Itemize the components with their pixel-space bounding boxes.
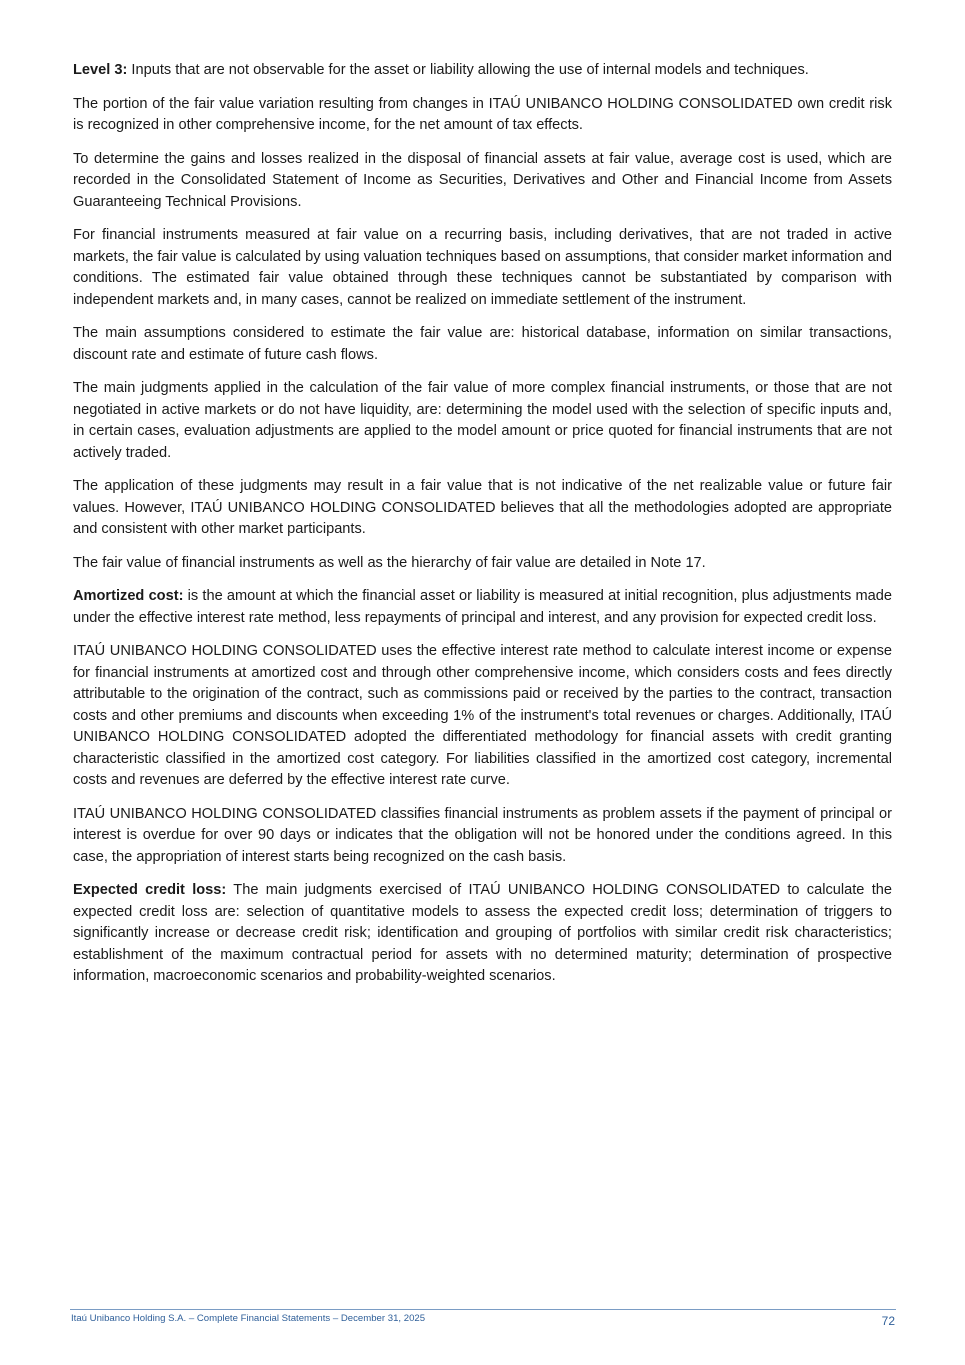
paragraph-own-credit-risk: The portion of the fair value variation resulting from changes in ITAÚ UNIBANCO HOLDING CONSOLIDATED own credit risk is recognized in other comprehensive income, for the net amount of tax effects.	[73, 95, 892, 133]
paragraph-problem-assets: ITAÚ UNIBANCO HOLDING CONSOLIDATED classifies financial instruments as problem assets if the payment of principal or interest is overdue for over 90 days or indicates that the obligation will not be honored under the conditions agreed. In this case, the appropriation of interest starts being recognized on the cash basis.	[73, 805, 892, 865]
document-body	[73, 60, 892, 1000]
paragraph-expected-credit-loss: Expected credit loss: The main judgments exercised of ITAÚ UNIBANCO HOLDING CONSOLIDATED to calculate the expected credit loss are: selection of quantitative models to assess the expected credit loss; determination of triggers to significantly increase or decrease credit risk; identification and grouping of portfolios with similar credit risk characteristics; establishment of the maximum contractual period for assets with no determined maturity; determination of prospective information, macroeconomic scenarios and probability-weighted scenarios.	[73, 882, 892, 984]
paragraph-recurring-basis: For financial instruments measured at fair value on a recurring basis, including derivatives, that are not traded in active markets, the fair value is calculated by using valuation techniques based on assumptions, that consider market information and conditions. The estimated fair value obtained through these techniques cannot be substantiated by comparison with independent markets and, in many cases, cannot be realized on immediate settlement of the instrument.	[73, 227, 892, 308]
paragraph-effective-interest: ITAÚ UNIBANCO HOLDING CONSOLIDATED uses the effective interest rate method to calculate interest income or expense for financial instruments at amortized cost and through other comprehensive income, which considers costs and fees directly attributable to the origination of the contract, such as commissions paid or received by the parties to the contract, transaction costs and other premiums and discounts when exceeding 1% of the instrument's total revenues or charges. Additionally, ITAÚ UNIBANCO HOLDING CONSOLIDATED adopted the differentiated methodology for financial assets with credit granting characteristic classified in the amortized cost category. For liabilities classified in the amortized cost category, incremental costs and revenues are deferred by the effective interest rate curve.	[73, 643, 892, 788]
paragraph-note-17: The fair value of financial instruments as well as the hierarchy of fair value are detailed in Note 17.	[73, 554, 706, 571]
paragraph-level3: Level 3: Inputs that are not observable for the asset or liability allowing the use of internal models and techniques.	[73, 62, 809, 78]
paragraph-amortized-cost: Amortized cost: is the amount at which the financial asset or liability is measured at initial recognition, plus adjustments made under the effective interest rate method, less repayments of principal and interest, and any provision for expected credit loss.	[73, 588, 892, 626]
paragraph-gains-losses: To determine the gains and losses realized in the disposal of financial assets at fair value, average cost is used, which are recorded in the Consolidated Statement of Income as Securities, Derivatives and Other and Financial Income from Assets Guaranteeing Technical Provisions.	[73, 150, 892, 210]
paragraph-main-judgments: The main judgments applied in the calculation of the fair value of more complex financial instruments, or those that are not negotiated in active markets or do not have liquidity, are: determining the model used with the selection of specific inputs and, in certain cases, evaluation adjustments are applied to the model amount or price quoted for financial instruments that are not actively traded.	[73, 380, 892, 461]
term-amortized-cost: Amortized cost:	[73, 588, 184, 604]
term-expected-credit-loss: Expected credit loss:	[73, 882, 227, 898]
page-number: 72	[881, 1314, 895, 1328]
paragraph-main-assumptions: The main assumptions considered to estimate the fair value are: historical database, information on similar transactions, discount rate and estimate of future cash flows.	[73, 325, 892, 363]
term-level3: Level 3:	[73, 62, 128, 78]
footer-divider	[70, 1309, 896, 1310]
footer-text: Itaú Unibanco Holding S.A. – Complete Financial Statements – December 31, 2025	[71, 1313, 426, 1324]
paragraph-application-judgments: The application of these judgments may result in a fair value that is not indicative of the net realizable value or future fair values. However, ITAÚ UNIBANCO HOLDING CONSOLIDATED believes that all the methodologies adopted are appropriate and consistent with other market participants.	[73, 478, 892, 537]
